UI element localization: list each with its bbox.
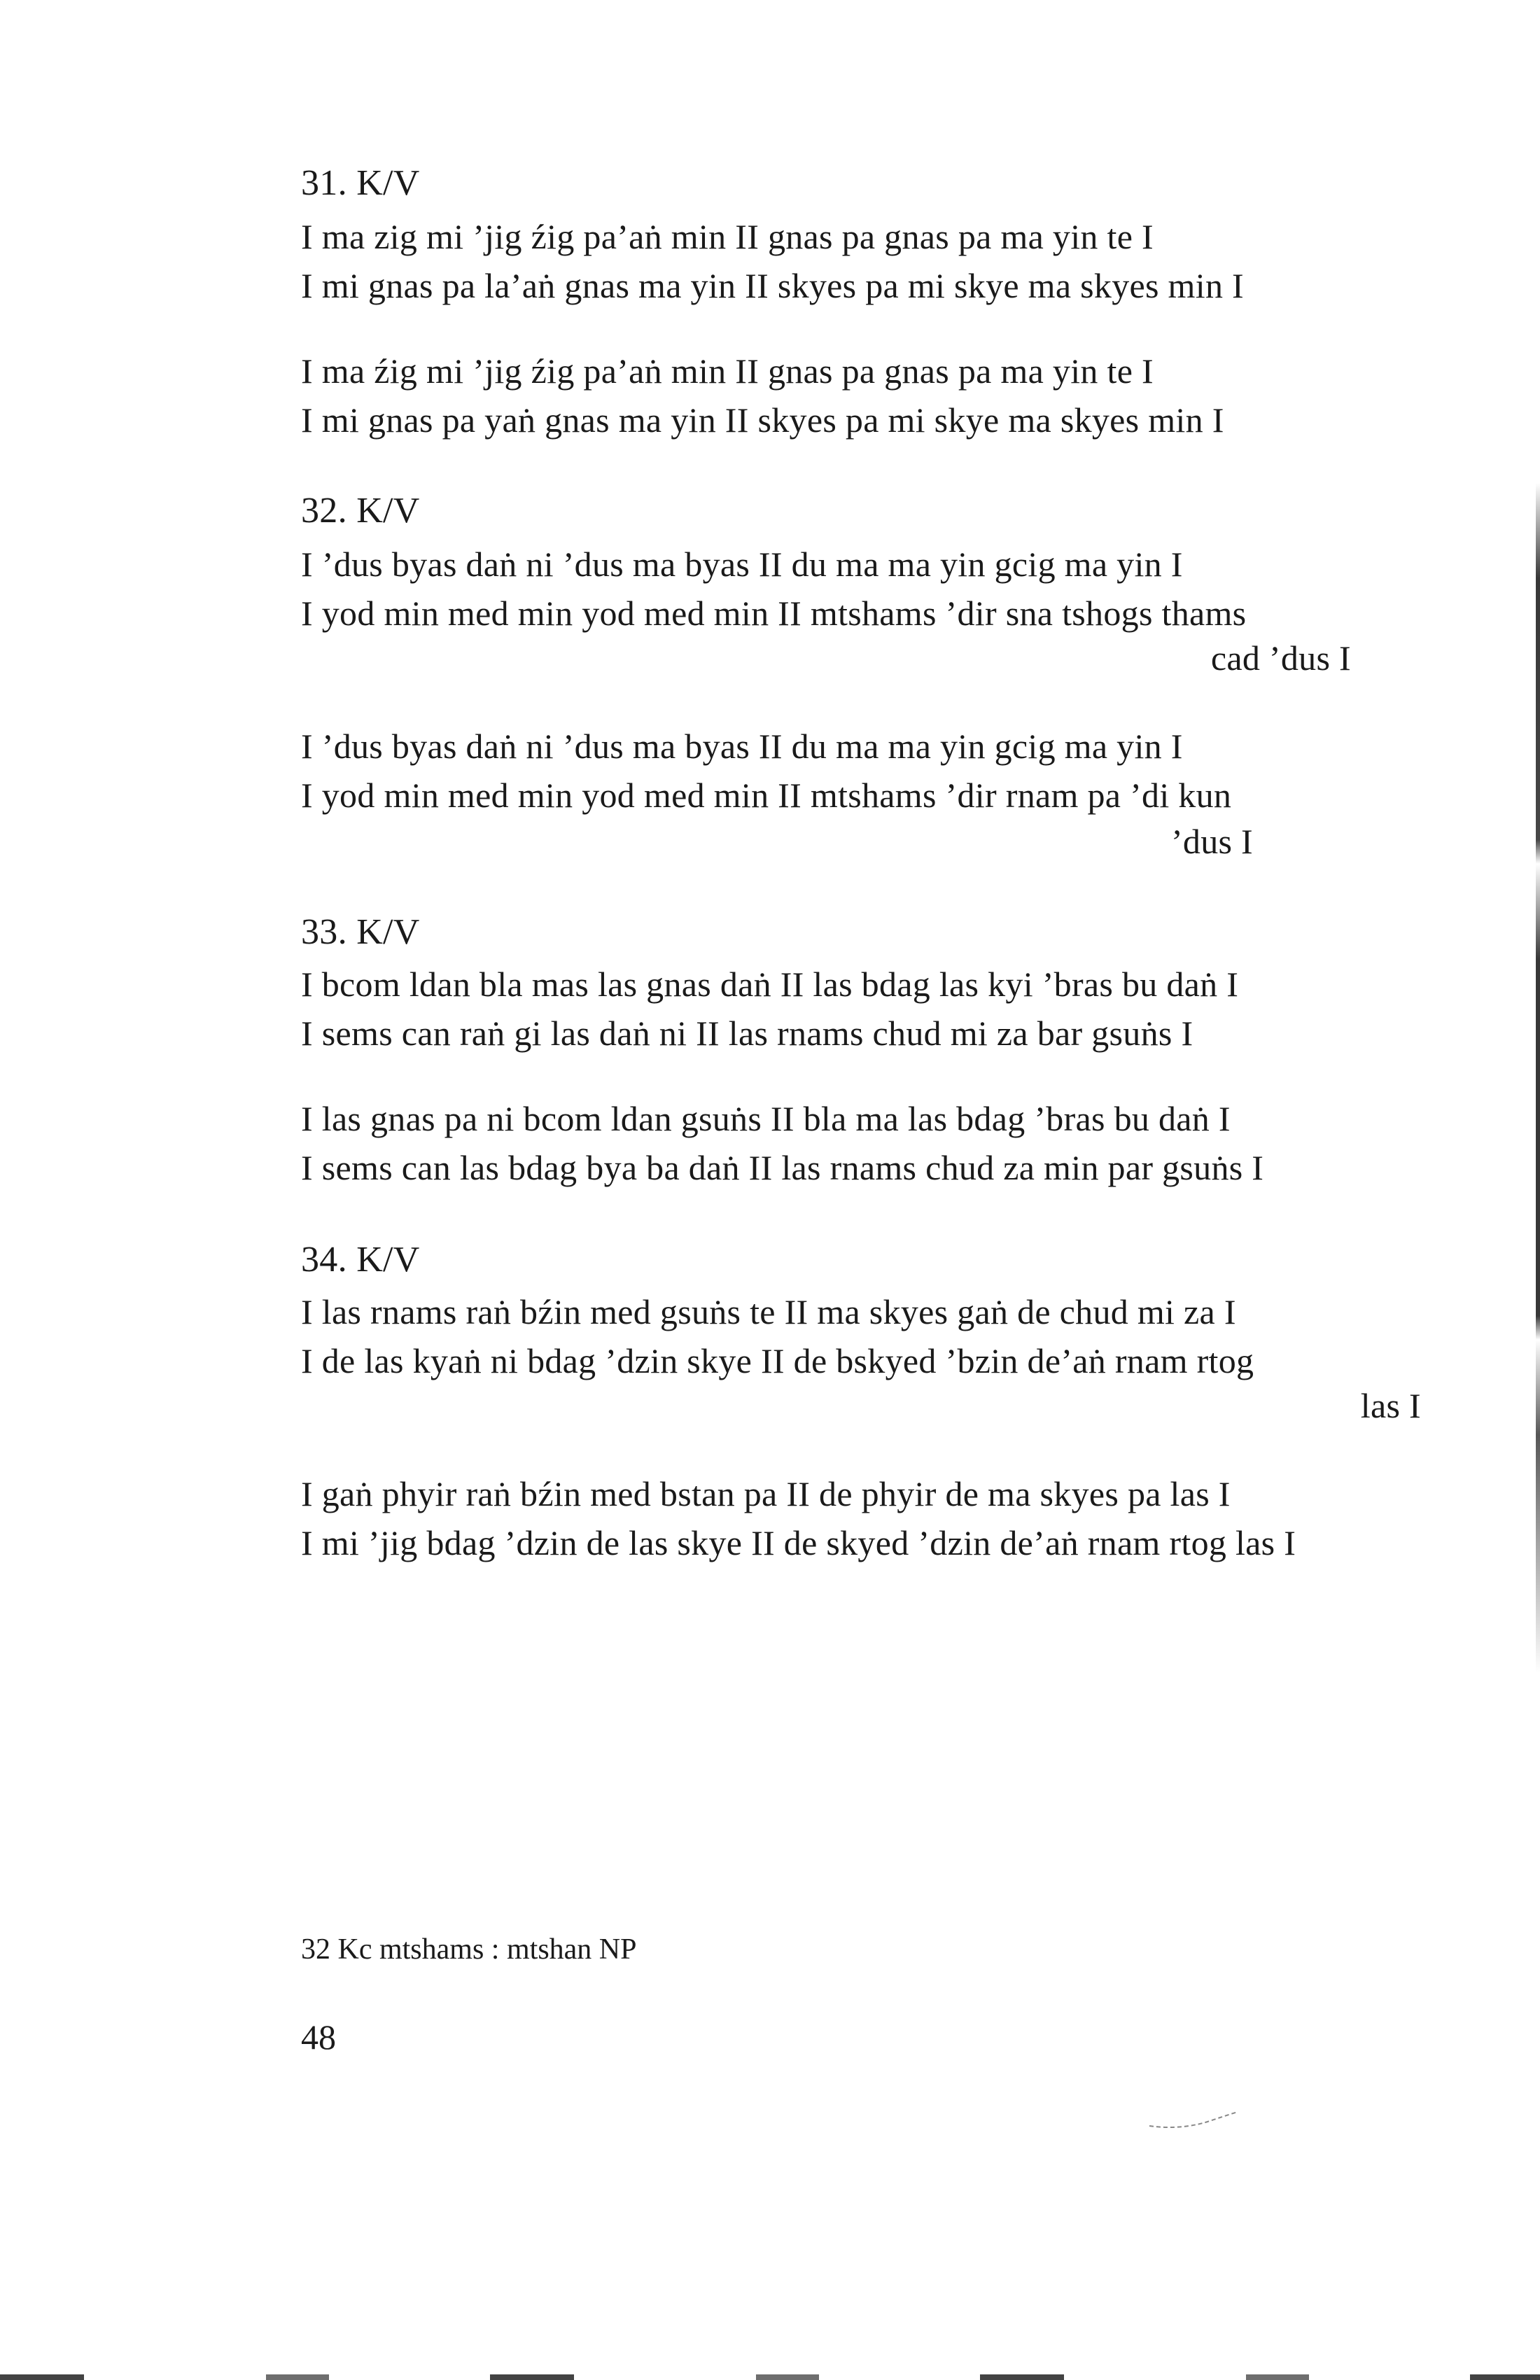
section-heading-31: 31. K/V — [301, 163, 420, 203]
verse-line: I gaṅ phyir raṅ bźin med bstan pa II de phyir de ma skyes pa las I — [301, 1474, 1231, 1513]
footnote: 32 Kc mtshams : mtshan NP — [301, 1933, 637, 1966]
section-heading-32: 32. K/V — [301, 491, 420, 531]
verse-line: I de las kyaṅ ni bdag ’dzin skye II de bskyed ’bzin de’aṅ rnam rtog — [301, 1341, 1254, 1380]
verse-line: I mi gnas pa la’aṅ gnas ma yin II skyes pa mi skye ma skyes min I — [301, 266, 1244, 305]
verse-line: I las gnas pa ni bcom ldan gsuṅs II bla ma las bdag ’bras bu daṅ I — [301, 1099, 1231, 1138]
verse-line: I sems can raṅ gi las daṅ ni II las rnams chud mi za bar gsuṅs I — [301, 1014, 1194, 1053]
verse-line: I ma źig mi ’jig źig pa’aṅ min II gnas pa gnas pa ma yin te I — [301, 351, 1154, 391]
verse-line-continuation: ’dus I — [1170, 822, 1253, 861]
verse-line-continuation: las I — [1360, 1386, 1421, 1425]
section-heading-33: 33. K/V — [301, 912, 420, 952]
verse-line: I yod min med min yod med min II mtshams ’dir sna tshogs thams — [301, 594, 1247, 633]
section-heading-34: 34. K/V — [301, 1240, 420, 1280]
verse-line: I ma zig mi ’jig źig pa’aṅ min II gnas pa gnas pa ma yin te I — [301, 217, 1154, 256]
scan-edge-right — [1536, 483, 1540, 1673]
verse-line: I yod min med min yod med min II mtshams ’dir rnam pa ’di kun — [301, 776, 1232, 815]
verse-line-continuation: cad ’dus I — [1210, 638, 1351, 678]
page-number: 48 — [301, 2017, 336, 2057]
verse-line: I mi gnas pa yaṅ gnas ma yin II skyes pa mi skye ma skyes min I — [301, 400, 1224, 440]
verse-line: I sems can las bdag bya ba daṅ II las rnams chud za min par gsuṅs I — [301, 1148, 1264, 1187]
verse-line: I bcom ldan bla mas las gnas daṅ II las bdag las kyi ’bras bu daṅ I — [301, 965, 1239, 1004]
pencil-mark — [1148, 2110, 1239, 2132]
scan-edge-bottom — [0, 2374, 1540, 2380]
verse-line: I las rnams raṅ bźin med gsuṅs te II ma skyes gaṅ de chud mi za I — [301, 1292, 1236, 1331]
verse-line: I ’dus byas daṅ ni ’dus ma byas II du ma ma yin gcig ma yin I — [301, 727, 1183, 766]
verse-line: I mi ’jig bdag ’dzin de las skye II de skyed ’dzin de’aṅ rnam rtog las I — [301, 1523, 1296, 1562]
verse-line: I ’dus byas daṅ ni ’dus ma byas II du ma ma yin gcig ma yin I — [301, 545, 1183, 584]
